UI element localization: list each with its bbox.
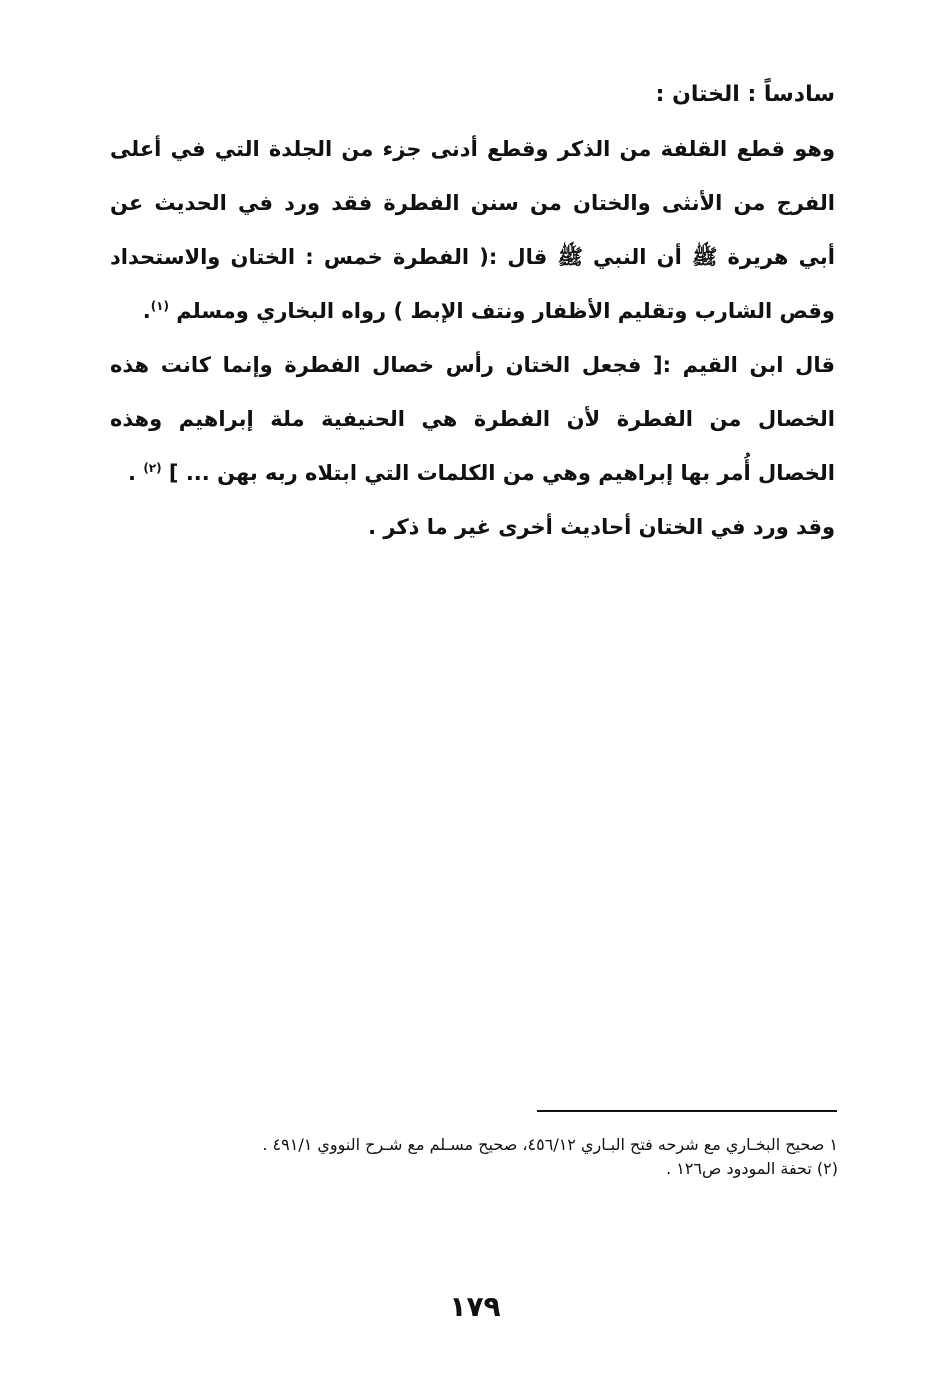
- page-number: ١٧٩: [449, 1290, 501, 1323]
- footnote-2: (٢) تحفة المودود ص١٢٦ .: [666, 1159, 838, 1178]
- paragraph-other-hadiths: وقد ورد في الختان أحاديث أخرى غير ما ذكر .: [368, 515, 835, 539]
- paragraph-definition-text: وهو قطع القلفة من الذكر وقطع أدنى جزء من الجلدة التي في أعلى الفرج من الأنثى والختان من سنن الفطرة فقد ورد في الحديث عن أبي هريرة ﷺ أن النبي ﷺ قال :( الفطرة خمس : الختان والاستحداد وقص الشارب وتقليم الأظفار ونتف الإبط ) رواه البخاري ومسلم: [110, 137, 835, 323]
- paragraph-ibn-qayyim: [110, 338, 835, 500]
- footnote-1: ١ صحيح البخـاري مع شرحه فتح البـاري ٤٥٦/١٢، صحيح مسـلم مع شـرح النووي ٤٩١/١ .: [262, 1135, 838, 1154]
- paragraph-definition: [110, 122, 835, 338]
- paragraph-ibn-qayyim-end: .: [128, 461, 136, 485]
- main-text: [110, 68, 835, 554]
- section-heading: سادساً : الختان :: [655, 82, 835, 107]
- footnote-ref-1: (١): [150, 299, 169, 313]
- footnote-separator: [537, 1110, 837, 1112]
- footnote-ref-2: (٢): [143, 461, 162, 475]
- paragraph-ibn-qayyim-text: قال ابن القيم :[ فجعل الختان رأس خصال الفطرة وإنما كانت هذه الخصال من الفطرة لأن الفطرة هي الحنيفية ملة إبراهيم وهذه الخصال أُمر بها إبراهيم وهي من الكلمات التي ابتلاه ربه بهن ... ]: [110, 353, 835, 485]
- paragraph-definition-end: .: [142, 299, 151, 323]
- footnotes: [118, 1133, 838, 1181]
